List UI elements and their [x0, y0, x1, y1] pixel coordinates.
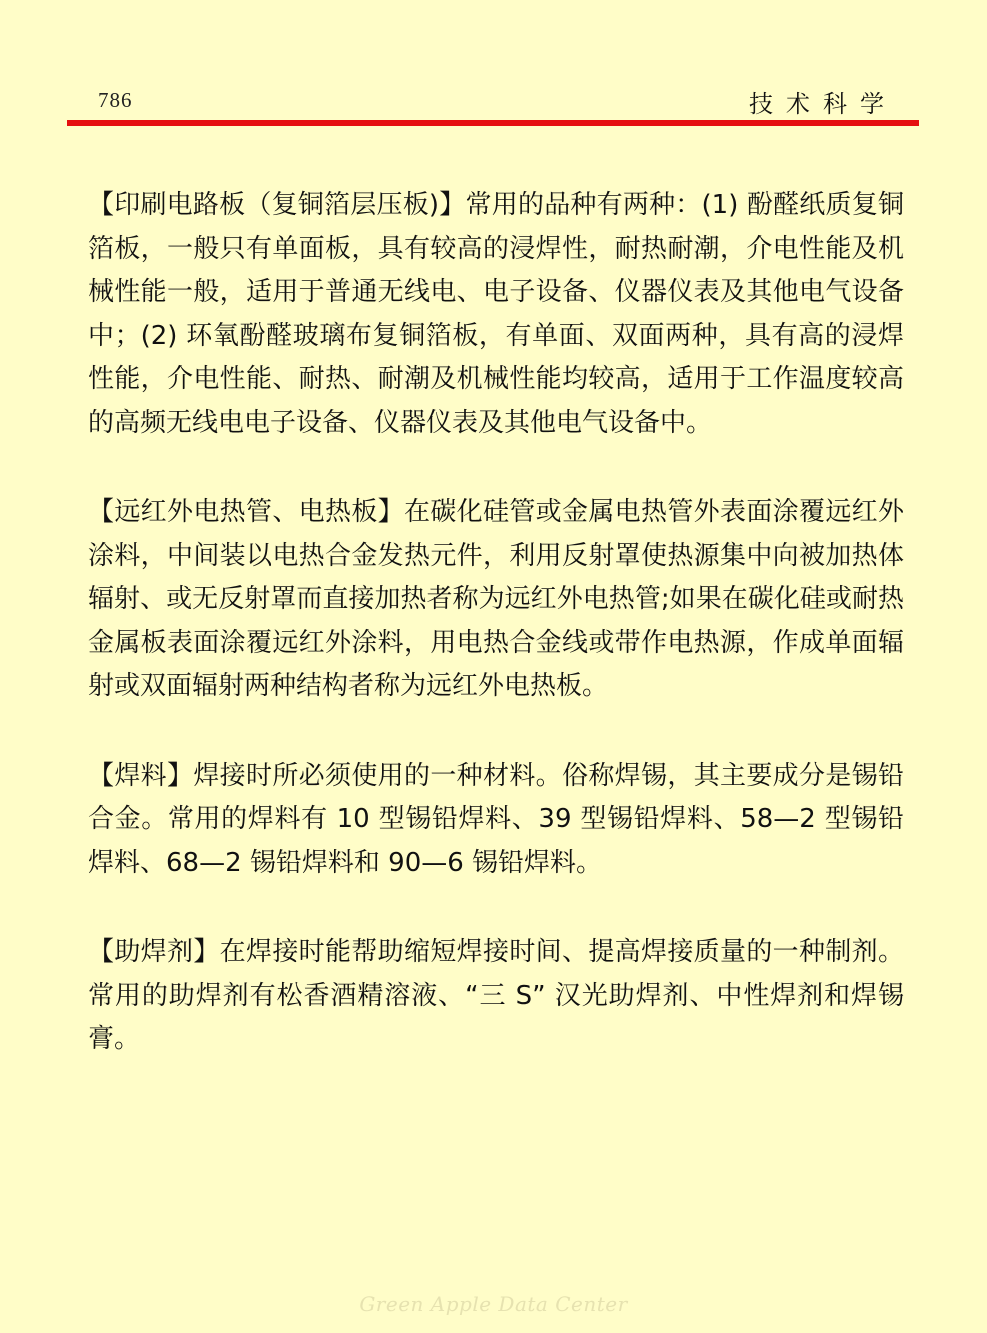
- header-rule: [67, 120, 919, 126]
- entry-far-infrared-heater: [88, 491, 904, 709]
- entry-text: 在碳化硅管或金属电热管外表面涂覆远红外涂料，中间装以电热合金发热元件，利用反射罩使热源集中向被加热体辐射、或无反射罩而直接加热者称为远红外电热管;如果在碳化硅或耐热金属板表面涂覆远红外涂料，用电热合金线或带作电热源，作成单面辐射或双面辐射两种结构者称为远红外电热板。: [88, 497, 904, 701]
- article-body: [88, 184, 904, 1108]
- entry-flux: [88, 931, 904, 1062]
- book-title: 技术科学: [749, 90, 897, 118]
- entry-text: 在焊接时能帮助缩短焊接时间、提高焊接质量的一种制剂。常用的助焊剂有松香酒精溶液、“三 S” 汉光助焊剂、中性焊剂和焊锡膏。: [88, 937, 904, 1054]
- entry-text: 常用的品种有两种：(1) 酚醛纸质复铜箔板，一般只有单面板，具有较高的浸焊性，耐热耐潮，介电性能及机械性能一般，适用于普通无线电、电子设备、仪器仪表及其他电气设备中；(2) 环氧酚醛玻璃布复铜箔板，有单面、双面两种，具有高的浸焊性能，介电性能、耐热、耐潮及机械性能均较高，适用于工作温度较高的高频无线电电子设备、仪器仪表及其他电气设备中。: [88, 190, 904, 438]
- entry-printed-circuit-board: [88, 184, 904, 445]
- page-number: 786: [98, 88, 133, 112]
- entry-title: 【远红外电热管、电热板】: [88, 497, 404, 527]
- watermark: Green Apple Data Center: [359, 1292, 628, 1316]
- entry-title: 【印刷电路板（复铜箔层压板)】: [88, 190, 466, 220]
- entry-text: 焊接时所必须使用的一种材料。俗称焊锡，其主要成分是锡铅合金。常用的焊料有 10 型锡铅焊料、39 型锡铅焊料、58—2 型锡铅焊料、68—2 锡铅焊料和 90—6 锡铅焊料。: [88, 760, 904, 878]
- entry-title: 【焊料】: [88, 760, 194, 791]
- page-header: [0, 0, 987, 130]
- entry-title: 【助焊剂】: [88, 937, 220, 967]
- entry-solder: [88, 755, 904, 886]
